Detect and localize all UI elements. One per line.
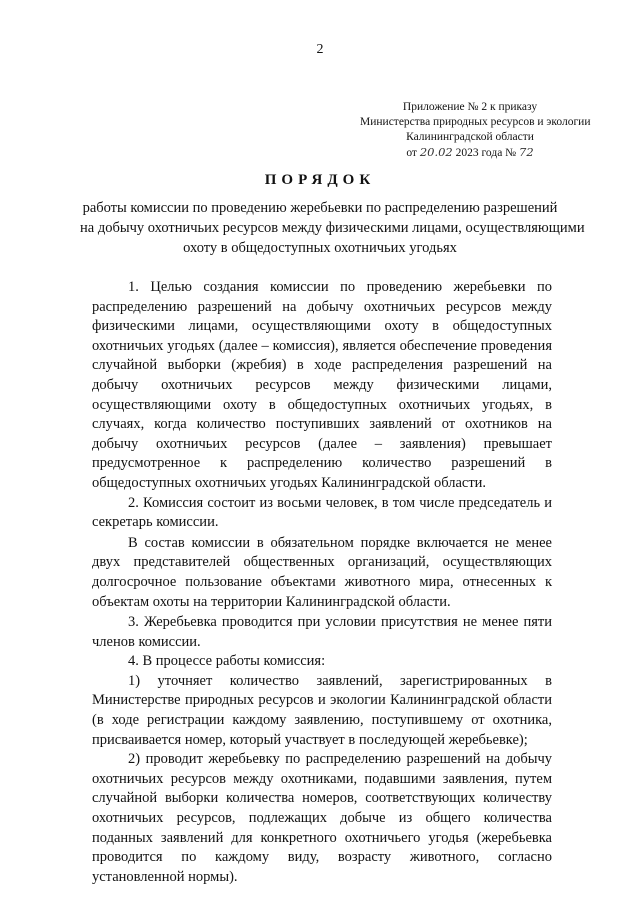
annex-handwritten-number: 72 <box>519 145 534 159</box>
paragraph-2: 2. Комиссия состоит из восьми человек, в том числе председатель и секретарь комиссии. <box>92 494 552 531</box>
annex-date-prefix: от <box>406 147 417 159</box>
paragraph-4: 3. Жеребьевка проводится при условии присутствия не менее пяти членов комиссии. <box>92 614 552 650</box>
annex-date-line <box>360 145 580 161</box>
subtitle-line-1: работы комиссии по проведению жеребьевки по распределению разрешений <box>82 200 558 216</box>
paragraph-1: 1. Целью создания комиссии по проведению жеребьевки по распределению разрешений на добычу охотничьих ресурсов между физическими лицами, осуществляющими охоту в общедоступных охотничьих угодьях (далее – комиссия), является обеспечение проведения случайной выборки (жребия) в ходе распределения разрешений на добычу охотничьих ресурсов между физическими лицами, осуществляющими охоту в общедоступных охотничьих угодьях, в случаях, когда количество поступивших заявлений от охотников на добычу охотничьих ресурсов (далее – заявления) превышает предусмотренное к распределению количество разрешений в общедоступных охотничьих угодьях Калининградской области. <box>92 279 552 491</box>
paragraph-6: 1) уточняет количество заявлений, зарегистрированных в Министерстве природных ресурсов и экологии Калининградской области (в ходе регистрации каждому заявлению, поступившему от охотника, присваивается номер, который участвует в последующей жеребьевке); <box>92 672 552 748</box>
annex-line-2: Министерства природных ресурсов и экологии <box>360 116 591 128</box>
annex-handwritten-date: 20.02 <box>419 145 453 159</box>
subtitle-line-3: охоту в общедоступных охотничьих угодьях <box>183 240 457 256</box>
annex-header <box>360 100 591 161</box>
document-body <box>92 278 552 887</box>
paragraph-3: В состав комиссии в обязательном порядке включается не менее двух представителей общественных организаций, осуществляющих долгосрочное пользование объектами животного мира, отнесенных к объектам охоты на территории Калининградской области. <box>92 534 552 610</box>
paragraph-5: 4. В процессе работы комиссия: <box>128 653 326 670</box>
subtitle-line-2: на добычу охотничьих ресурсов между физическими лицами, осуществляющими <box>80 220 585 236</box>
annex-date-suffix: 2023 года № <box>455 147 517 159</box>
annex-line-3: Калининградской области <box>406 131 534 143</box>
paragraph-7: 2) проводит жеребьевку по распределению разрешений на добычу охотничьих ресурсов между охотниками, подавшими заявления, путем случайной выборки количества номеров, соответствующих количеству охотничьих ресурсов, подлежащих добыче из общего количества поданных заявлений для конкретного охотничьего угодья (жеребьевка проводится по каждому виду, возрасту животного, согласно установленной нормы). <box>92 751 552 885</box>
document-title: ПОРЯДОК <box>264 172 376 188</box>
page-number: 2 <box>316 42 324 57</box>
annex-line-1: Приложение № 2 к приказу <box>402 101 538 113</box>
document-subtitle <box>80 198 585 258</box>
